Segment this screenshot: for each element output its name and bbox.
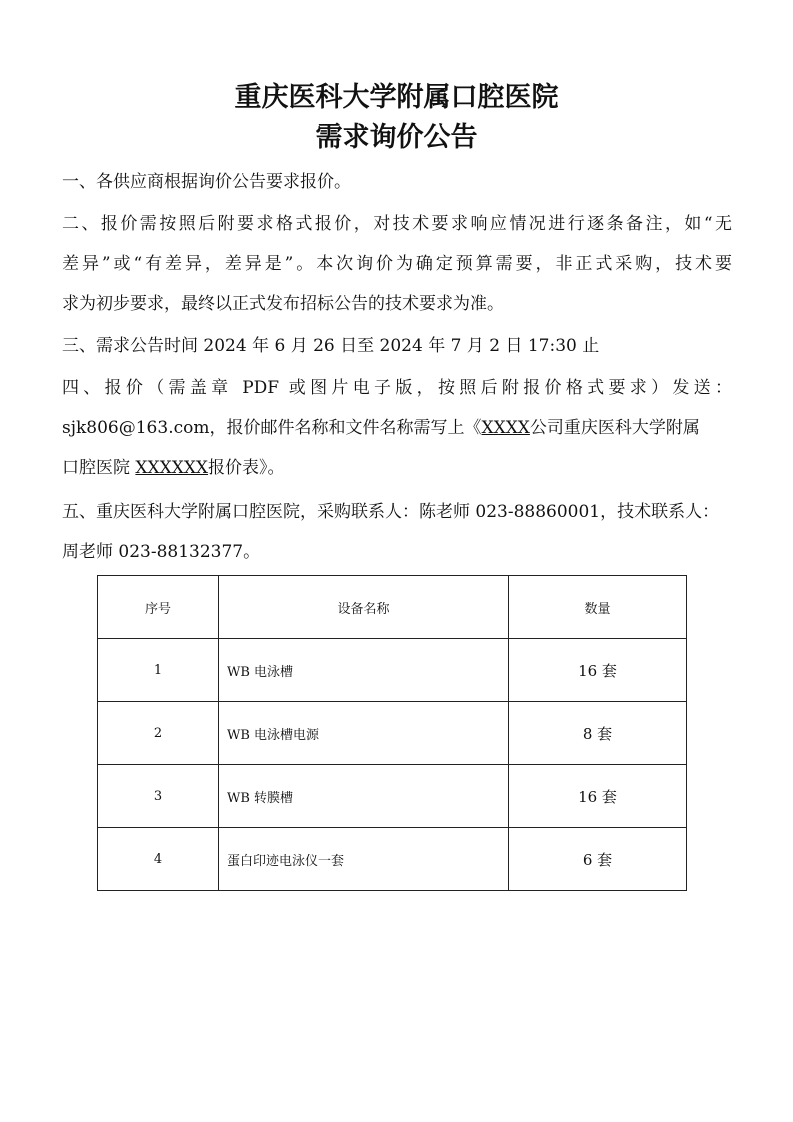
item-4-line-2 [62, 408, 732, 448]
row-index: 1 [98, 639, 219, 702]
project-placeholder: XXXXXX [135, 458, 209, 478]
item-4-text: 报价表》。 [208, 458, 285, 478]
item-4-line-1: 四、报价（需盖章 PDF 或图片电子版，按照后附报价格式要求）发送： [62, 378, 732, 398]
row-quantity: 16 套 [509, 639, 687, 702]
item-4-text: 公司重庆医科大学附属 [529, 418, 700, 438]
row-quantity: 8 套 [509, 702, 687, 765]
hospital-title: 重庆医科大学附属口腔医院 [234, 82, 559, 113]
table-row [98, 765, 687, 828]
company-placeholder: XXXX [481, 418, 530, 438]
table-row [98, 828, 687, 891]
row-name: WB 转膜槽 [219, 765, 509, 828]
table-header-row [98, 576, 687, 639]
row-name: WB 电泳槽电源 [219, 702, 509, 765]
row-index: 3 [98, 765, 219, 828]
item-2-line-1: 二、报价需按照后附要求格式报价，对技术要求响应情况进行逐条备注，如“无 [62, 214, 732, 234]
row-index: 4 [98, 828, 219, 891]
item-5-line-2: 周老师 023-88132377。 [62, 542, 261, 562]
row-quantity: 16 套 [509, 765, 687, 828]
item-5-line-1: 五、重庆医科大学附属口腔医院，采购联系人：陈老师 023-88860001，技术联系人： [62, 502, 720, 522]
row-name: 蛋白印迹电泳仪一套 [219, 828, 509, 891]
item-2-line-3: 求为初步要求，最终以正式发布招标公告的技术要求为准。 [62, 294, 504, 314]
row-name: WB 电泳槽 [219, 639, 509, 702]
item-1: 一、各供应商根据询价公告要求报价。 [62, 172, 351, 192]
equipment-table [97, 575, 687, 891]
item-4-line-3 [62, 448, 732, 488]
row-quantity: 6 套 [509, 828, 687, 891]
item-4-text: 口腔医院 [62, 458, 136, 478]
header-quantity: 数量 [509, 576, 687, 639]
table-row [98, 702, 687, 765]
item-3: 三、需求公告时间 2024 年 6 月 26 日至 2024 年 7 月 2 日 17:30 止 [62, 336, 600, 356]
header-name: 设备名称 [219, 576, 509, 639]
notice-title: 需求询价公告 [315, 122, 478, 153]
email-text: sjk806@163.com，报价邮件名称和文件名称需写上《 [62, 418, 482, 438]
item-2-line-2: 差异”或“有差异，差异是”。本次询价为确定预算需要，非正式采购，技术要 [62, 254, 732, 274]
header-index: 序号 [98, 576, 219, 639]
table-row [98, 639, 687, 702]
row-index: 2 [98, 702, 219, 765]
